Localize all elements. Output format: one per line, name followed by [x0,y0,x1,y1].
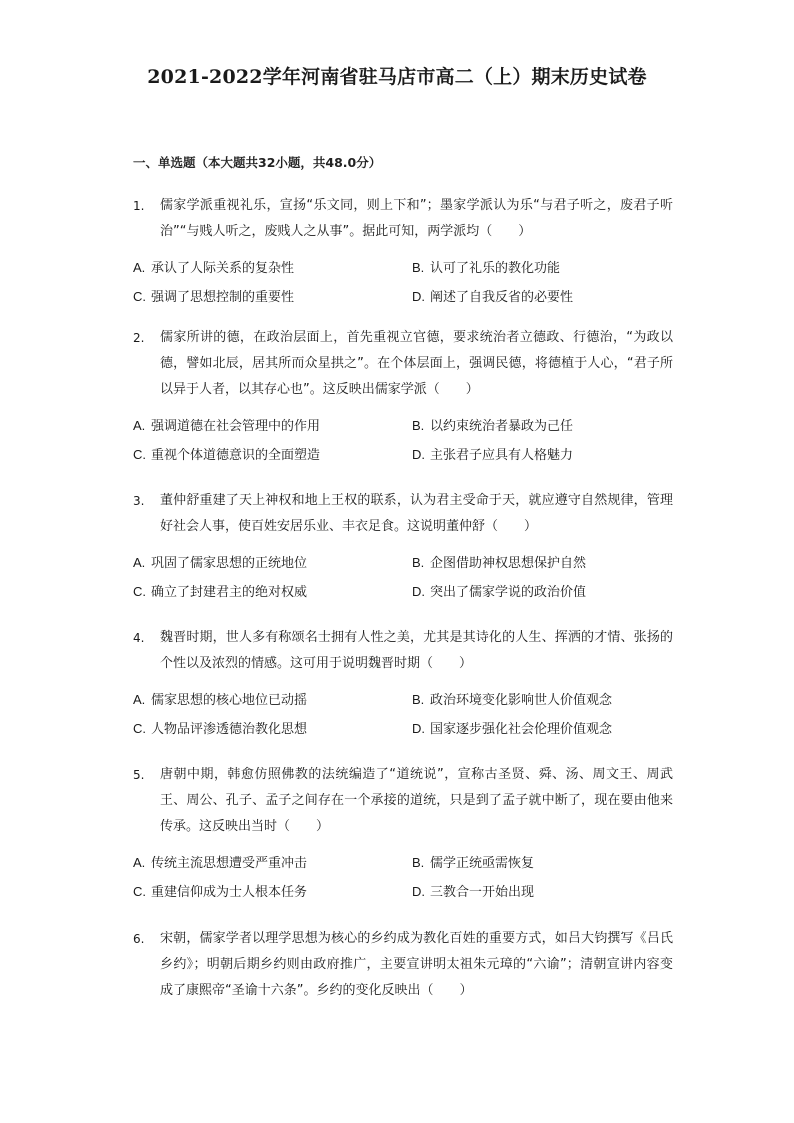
answer-options [133,850,673,906]
option-letter: B. [412,418,425,433]
option-b[interactable] [412,687,673,714]
answer-options [133,255,673,311]
option-a[interactable] [133,850,412,877]
option-d[interactable] [412,579,673,606]
question-number: 3. [133,494,145,508]
question-text: 儒家学派重视礼乐，宣扬“乐文同，则上下和”；墨家学派认为乐“与君子听之，废君子听治”“与贱人听之，废贱人之从事”。据此可知，两学派均（ ） [160,198,673,239]
option-letter: A. [133,555,146,570]
option-letter: B. [412,855,425,870]
option-c[interactable] [133,579,412,606]
option-a[interactable] [133,413,412,440]
option-text: 承认了人际关系的复杂性 [151,261,295,276]
option-a[interactable] [133,687,412,714]
option-text: 重建信仰成为士人根本任务 [151,885,308,900]
option-text: 认可了礼乐的教化功能 [430,261,561,276]
option-letter: C. [133,884,146,899]
question-text: 董仲舒重建了天上神权和地上王权的联系，认为君主受命于天，就应遵守自然规律，管理好社会人事，使百姓安居乐业、丰衣足食。这说明董仲舒（ ） [160,493,673,534]
option-letter: A. [133,418,146,433]
question-number: 4. [133,631,145,645]
question-2 [133,325,673,469]
option-d[interactable] [412,716,673,743]
option-text: 国家逐步强化社会伦理价值观念 [430,722,613,737]
option-d[interactable] [412,442,673,469]
option-text: 企图借助神权思想保护自然 [430,556,587,571]
option-text: 人物品评渗透德治教化思想 [151,722,308,737]
question-text: 魏晋时期，世人多有称颂名士拥有人性之美，尤其是其诗化的人生、挥洒的才情、张扬的个性以及浓烈的情感。这可用于说明魏晋时期（ ） [160,630,673,671]
option-text: 强调道德在社会管理中的作用 [151,419,321,434]
option-a[interactable] [133,255,412,282]
option-text: 阐述了自我反省的必要性 [430,290,574,305]
option-d[interactable] [412,879,673,906]
question-stem [133,488,673,540]
question-text: 宋朝，儒家学者以理学思想为核心的乡约成为教化百姓的重要方式，如吕大钧撰写《吕氏乡约》；明朝后期乡约则由政府推广，主要宣讲明太祖朱元璋的“六谕”；清朝宣讲内容变成了康熙帝“圣谕十六条”。乡约的变化反映出（ ） [160,931,673,998]
option-c[interactable] [133,716,412,743]
option-text: 传统主流思想遭受严重冲击 [151,856,308,871]
section-heading: 一、单选题（本大题共32小题，共48.0分） [133,155,382,170]
option-b[interactable] [412,550,673,577]
option-letter: D. [412,884,425,899]
question-number: 1. [133,199,145,213]
option-text: 政治环境变化影响世人价值观念 [430,693,613,708]
question-stem [133,625,673,677]
question-6 [133,926,673,1004]
option-b[interactable] [412,255,673,282]
question-text: 唐朝中期，韩愈仿照佛教的法统编造了“道统说”，宣称古圣贤、舜、汤、周文王、周武王、周公、孔子、孟子之间存在一个承接的道统，只是到了孟子就中断了，现在要由他来传承。这反映出当时（ ） [160,767,673,834]
question-3 [133,488,673,606]
option-text: 以约束统治者暴政为己任 [430,419,574,434]
question-stem [133,762,673,840]
question-stem [133,193,673,245]
question-stem [133,926,673,1004]
question-number: 6. [133,932,145,946]
option-b[interactable] [412,850,673,877]
option-letter: C. [133,447,146,462]
question-number: 2. [133,331,145,345]
option-text: 儒学正统亟需恢复 [430,856,535,871]
option-c[interactable] [133,879,412,906]
option-text: 强调了思想控制的重要性 [151,290,295,305]
option-text: 三教合一开始出现 [430,885,535,900]
question-5 [133,762,673,906]
option-text: 重视个体道德意识的全面塑造 [151,448,321,463]
option-text: 确立了封建君主的绝对权威 [151,585,308,600]
option-letter: D. [412,447,425,462]
page-title: 2021-2022学年河南省驻马店市高二（上）期末历史试卷 [147,66,647,88]
option-letter: B. [412,692,425,707]
option-text: 突出了儒家学说的政治价值 [430,585,587,600]
option-a[interactable] [133,550,412,577]
question-text: 儒家所讲的德，在政治层面上，首先重视立官德，要求统治者立德政、行德治，“为政以德，譬如北辰，居其所而众星拱之”。在个体层面上，强调民德，将德植于人心，“君子所以异于人者，以其存心也”。这反映出儒家学派（ ） [160,330,673,397]
question-4 [133,625,673,743]
question-stem [133,325,673,403]
option-c[interactable] [133,284,412,311]
option-letter: D. [412,289,425,304]
option-letter: C. [133,584,146,599]
option-letter: B. [412,555,425,570]
option-text: 巩固了儒家思想的正统地位 [151,556,308,571]
option-letter: B. [412,260,425,275]
option-letter: A. [133,855,146,870]
answer-options [133,413,673,469]
question-number: 5. [133,768,145,782]
option-letter: C. [133,289,146,304]
option-letter: D. [412,584,425,599]
option-b[interactable] [412,413,673,440]
option-letter: A. [133,692,146,707]
option-text: 儒家思想的核心地位已动摇 [151,693,308,708]
answer-options [133,687,673,743]
option-d[interactable] [412,284,673,311]
option-text: 主张君子应具有人格魅力 [430,448,574,463]
option-letter: D. [412,721,425,736]
option-c[interactable] [133,442,412,469]
option-letter: C. [133,721,146,736]
question-1 [133,193,673,311]
answer-options [133,550,673,606]
option-letter: A. [133,260,146,275]
